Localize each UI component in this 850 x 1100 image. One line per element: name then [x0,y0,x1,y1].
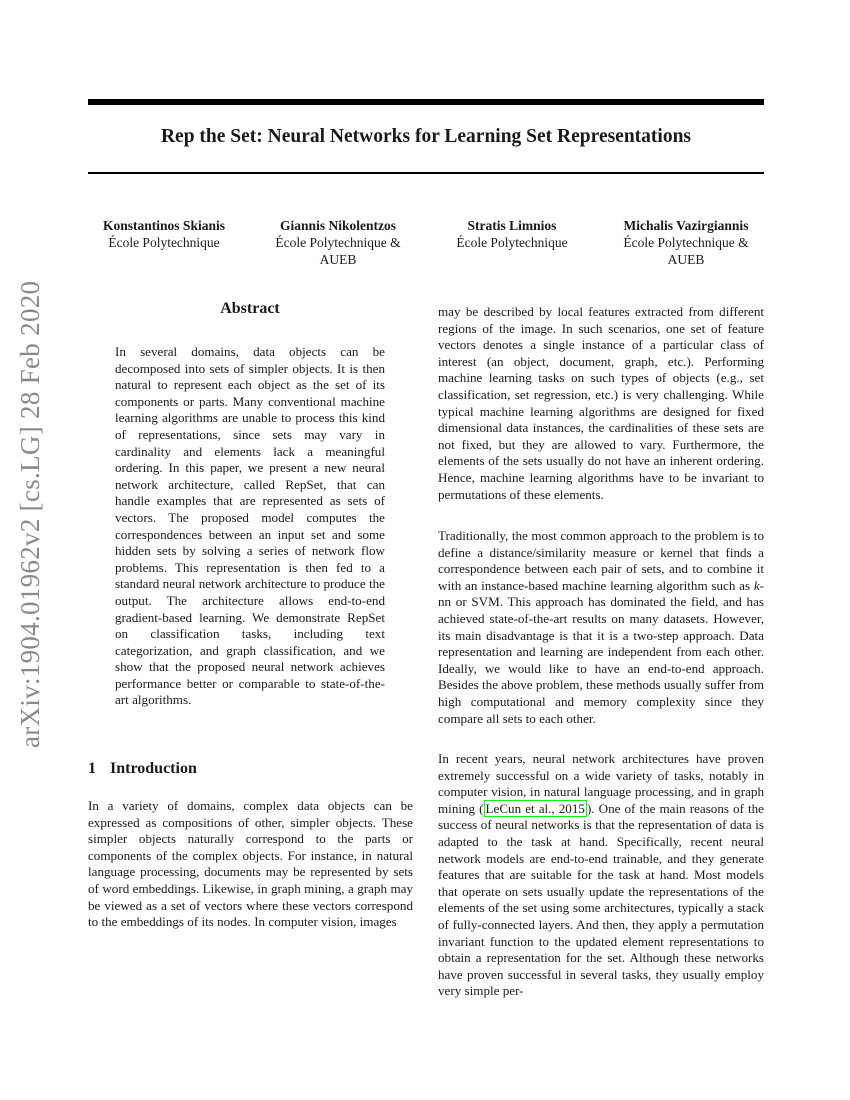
intro-paragraph-1: In a variety of domains, complex data objects can be expressed as compositions of other, simpler objects. These simpler objects naturally correspond to the parts or components of the complex objects. For instance, in natural language processing, documents may be represented by sets of word embeddings. Likewise, in graph mining, a graph may be viewed as a set of vectors where these vectors correspond to the embeddings of its nodes. In computer vision, images [88,798,413,930]
right-paragraph-1: may be described by local features extracted from different regions of the image. In such scenarios, one set of feature vectors denotes a single instance of a particular class of interest (an object, document, graph, etc.). Performing machine learning tasks on such types of objects (e.g., set classification, set regression, etc.) is very challenging. While typical machine learning algorithms are designed for fixed dimensional data instances, the cardinalities of these sets are not fixed, but they are allowed to vary. Furthermore, the elements of the sets usually do not have an inherent ordering. Hence, machine learning algorithms have to be invariant to permutations of these elements. [438,304,764,502]
text-run: ). One of the main reasons of the success of neural networks is that the representation of data is adapted to the task at hand. Specifically, recent neural network models are end-to-end trainable, and they generate features that are suitable for the task at hand. Most models that operate on sets usually update the representations of the elements of the set using some architectures, typically a stack of fully-connected layers. And then, they apply a permutation invariant function to the updated element representations to obtain a representation for the set. Although these networks have proven successful in several tasks, they usually employ very simple per- [438,800,764,999]
section-title: Introduction [110,760,197,777]
right-paragraph-3 [438,751,764,1000]
author-1 [88,217,240,251]
author-name: Michalis Vazirgiannis [623,218,749,233]
section-number: 1 [88,760,96,777]
author-affiliation: École Polytechnique [456,235,568,250]
author-affiliation: École Polytechnique & AUEB [275,235,401,267]
author-affiliation: École Polytechnique [108,235,220,250]
author-name: Stratis Limnios [467,218,557,233]
author-2 [262,217,414,268]
author-3 [436,217,588,251]
text-run: -nn or SVM. This approach has dominated the field, and has achieved state-of-the-art results on many datasets. However, its main disadvantage is that it is a two-step approach. Data representation and learning are independent from each other. Ideally, we would like to have an end-to-end approach. Besides the above problem, these methods usually suffer from high computational and memory complexity since they compare all sets to each other. [438,577,764,726]
section-heading-introduction [88,760,197,778]
arxiv-identifier: arXiv:1904.01962v2 [cs.LG] 28 Feb 2020 [15,280,45,748]
knn-variable: k [753,577,760,593]
citation-link[interactable]: LeCun et al., 2015 [485,800,585,816]
author-name: Giannis Nikolentzos [280,218,396,233]
top-rule [88,99,764,105]
paper-title: Rep the Set: Neural Networks for Learning Set Representations [160,126,692,147]
author-4 [608,217,764,268]
text-run: In recent years, neural network architectures have proven extremely successful on a wide variety of tasks, notably in computer vision, in natural language processing, and in graph mining ( [438,751,764,816]
abstract-heading: Abstract [220,300,280,317]
author-affiliation: École Polytechnique & AUEB [623,235,749,267]
abstract-text: In several domains, data objects can be decomposed into sets of simpler objects. It is then natural to represent each object as the set of its components or parts. Many conventional machine learning algorithms are unable to process this kind of representations, since sets may vary in cardinality and elements lack a meaningful ordering. In this paper, we present a new neural network architecture, called RepSet, that can handle examples that are represented as sets of vectors. The proposed model computes the correspondences between an input set and some hidden sets by solving a series of network flow problems. This representation is then fed to a standard neural network architecture to produce the output. The architecture allows end-to-end gradient-based learning. We demonstrate RepSet on classification tasks, including text categorization, and graph classification, and we show that the proposed neural network achieves performance better or comparable to state-of-the-art algorithms. [115,344,385,708]
right-paragraph-2 [438,528,764,727]
author-name: Konstantinos Skianis [103,218,225,233]
title-bottom-rule [88,172,764,174]
text-run: Traditionally, the most common approach to the problem is to define a distance/similarity measure or kernel that finds a correspondence between each pair of sets, and to combine it with an instance-based machine learning algorithm such as [438,528,764,593]
